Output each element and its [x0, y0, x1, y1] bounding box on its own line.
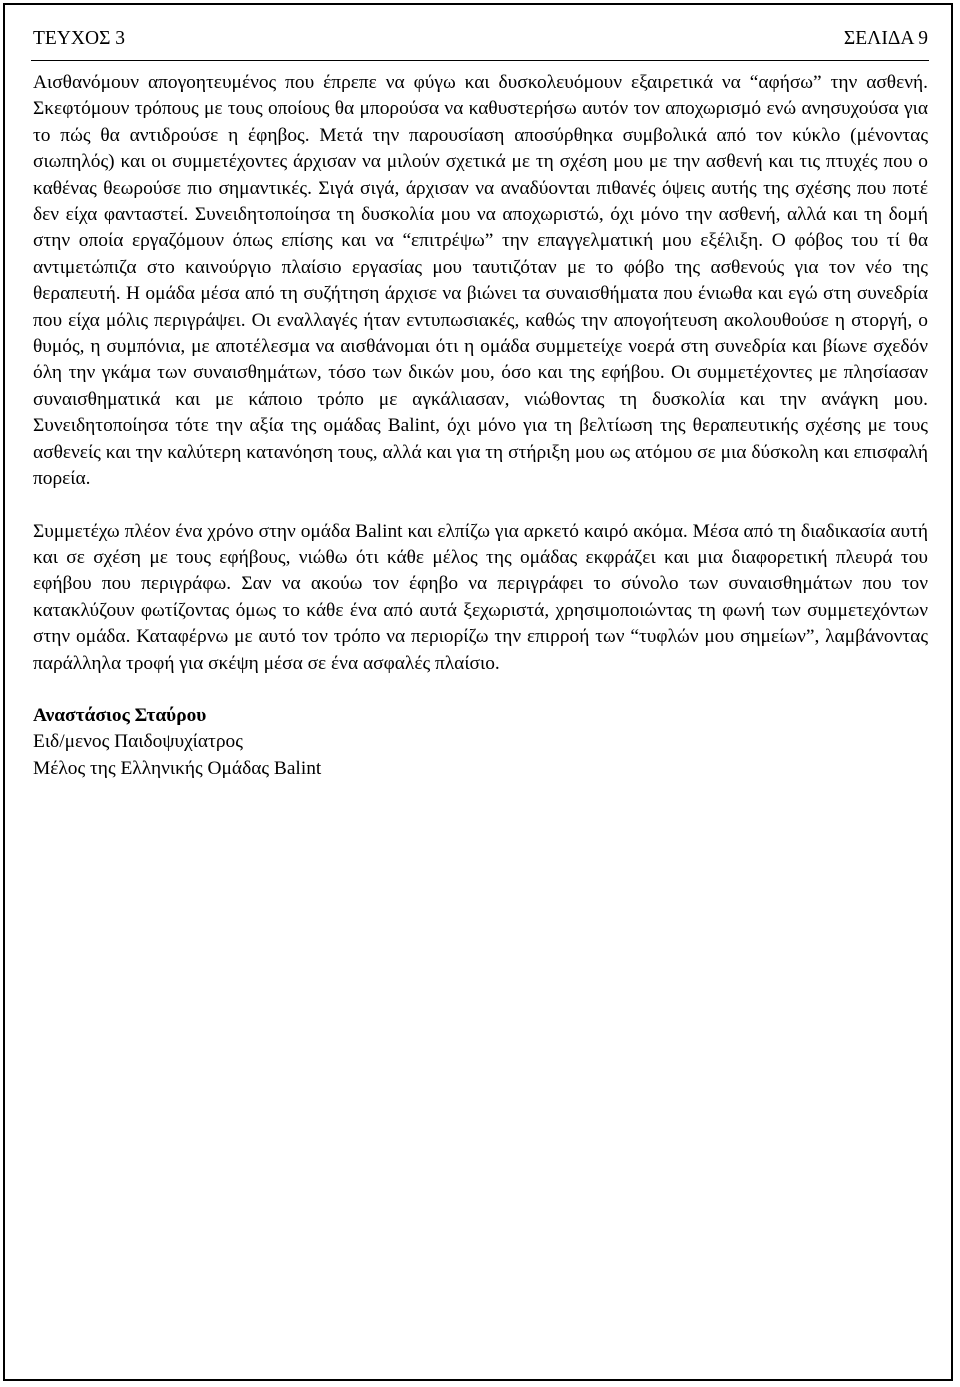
body-paragraph-2: Συμμετέχω πλέον ένα χρόνο στην ομάδα Balint και ελπίζω για αρκετό καιρό ακόμα. Μέσα από τη διαδικασία αυτή και σε σχέση με τους εφήβους, νιώθω ότι κάθε μέλος της ομάδας εκφράζει και μια διαφορετική πλευρά του εφήβου που περιγράφω. Σαν να ακούω τον έφηβο να περιγράφει το σύνολο των συναισθημάτων που τον κατακλύζουν φωτίζοντας όμως το κάθε ένα από αυτά ξεχωριστά, χρησιμοποιώντας τη φωνή των συμμετεχόντων στην ομάδα. Καταφέρνω με αυτό τον τρόπο να περιορίζω την επιρροή των “τυφλών μου σημείων”, λαμβάνοντας παράλληλα τροφή για σκέψη μέσα σε ένα ασφαλές πλαίσιο. [33, 520, 928, 674]
page-header [33, 28, 928, 54]
author-name: Αναστάσιος Σταύρου [33, 704, 207, 726]
author-signature [33, 703, 928, 782]
page-number: ΣΕΛΙΔΑ 9 [843, 28, 928, 49]
article-body [33, 70, 928, 782]
author-affiliation: Μέλος της Ελληνικής Ομάδας Balint [33, 757, 322, 779]
header-divider [31, 60, 929, 61]
body-paragraph-1: Αισθανόμουν απογοητευμένος που έπρεπε να φύγω και δυσκολευόμουν εξαιρετικά να “αφήσω” την ασθενή. Σκεφτόμουν τρόπους με τους οποίους θα μπορούσα να καθυστερήσω αυτόν τον αποχωρισμό ενώ ανησυχούσα για το πώς θα αντιδρούσε η έφηβος. Μετά την παρουσίαση αποσύρθηκα συμβολικά από τον κύκλο (μένοντας σιωπηλός) και οι συμμετέχοντες άρχισαν να μιλούν σχετικά με τη σχέση μου με την ασθενή και τις πτυχές που ο καθένας θεωρούσε πιο σημαντικές. Σιγά σιγά, άρχισαν να αναδύονται πιθανές όψεις αυτής της σχέσης που ποτέ δεν είχα φανταστεί. Συνειδητοποίησα τη δυσκολία μου να αποχωριστώ, όχι μόνο την ασθενή, αλλά και τη δομή στην οποία εργαζόμουν όπως επίσης και να “επιτρέψω” την επαγγελματική μου εξέλιξη. Ο φόβος του τί θα αντιμετώπιζα στο καινούργιο πλαίσιο εργασίας μου ταυτιζόταν με το φόβο της ασθενούς για τον νέο της θεραπευτή. Η ομάδα μέσα από τη συζήτηση άρχισε να βιώνει τα συναισθήματα που ένιωθα και εγώ στη συνεδρία που είχα μόλις περιγράψει. Οι εναλλαγές ήταν εντυπωσιακές, καθώς την απογοήτευση ακολουθούσε η στοργή, ο θυμός, η συμπόνια, με αποτέλεσμα να αισθάνομαι ότι η ομάδα συμμετείχε νοερά στη συνεδρία και βίωνε σχεδόν όλη την γκάμα των συναισθημάτων, τόσο των δικών μου, όσο και της εφήβου. Οι συμμετέχοντες με πλησίασαν συναισθηματικά και με κάποιο τρόπο με αγκάλιασαν, νιώθοντας τη δυσκολία και την ανάγκη μου. Συνειδητοποίησα τότε την αξία της ομάδας Balint, όχι μόνο για τη βελτίωση της θεραπευτικής σχέσης με τους ασθενείς και την καλύτερη κατανόηση τους, αλλά και για τη στήριξη μου ως ατόμου σε μια δύσκολη και επισφαλή πορεία. [33, 72, 928, 490]
author-title: Ειδ/μενος Παιδοψυχίατρος [33, 731, 243, 753]
issue-number: ΤΕΥΧΟΣ 3 [33, 28, 126, 49]
